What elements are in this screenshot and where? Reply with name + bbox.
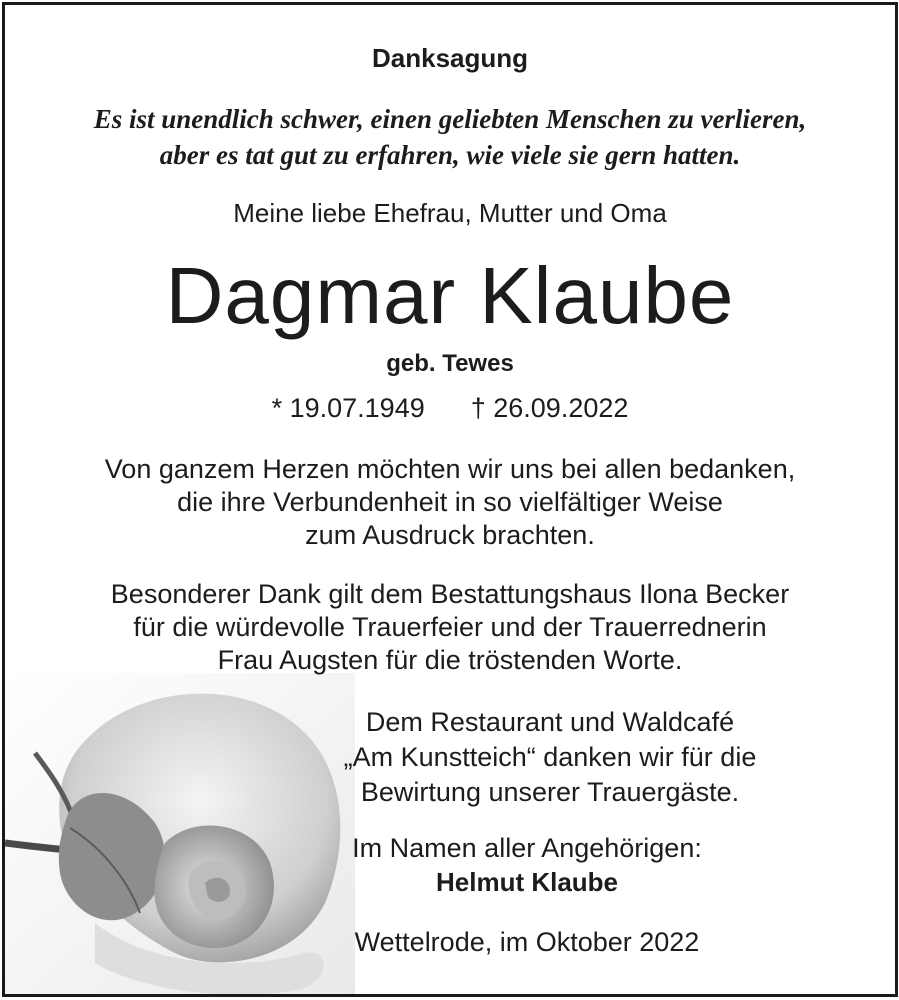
life-dates [5,391,895,425]
paragraph-line: zum Ausdruck brachten. [305,520,595,550]
place-date: Wettelrode, im Oktober 2022 [354,927,700,957]
maiden-name: geb. Tewes [386,350,514,377]
paragraph-line: die ihre Verbundenheit in so vielfältiger Weise [177,487,723,517]
special-thanks-paragraph [5,578,895,677]
signature-name: Helmut Klaube [435,867,619,897]
paragraph-line: Bewirtung unserer Trauergäste. [360,777,740,807]
obituary-notice [2,2,898,997]
motto [5,101,895,173]
motto-line: aber es tat gut zu erfahren, wie viele sie gern hatten. [159,140,741,170]
paragraph-line: Von ganzem Herzen möchten wir uns bei allen bedanken, [104,454,796,484]
paragraph-line: Dem Restaurant und Waldcafé [365,707,735,737]
paragraph-line: „Am Kunstteich“ danken wir für die [343,742,757,772]
motto-line: Es ist unendlich schwer, einen geliebten Menschen zu verlieren, [93,104,807,134]
thanks-paragraph [5,453,895,552]
intro-text: Meine liebe Ehefrau, Mutter und Oma [233,198,667,228]
paragraph-line: Besonderer Dank gilt dem Bestattungshaus Ilona Becker [110,579,790,609]
paragraph-line: für die würdevolle Trauerfeier und der Trauerrednerin [133,612,767,642]
restaurant-thanks-paragraph [270,705,830,810]
birth-date: * 19.07.1949 [271,393,425,423]
notice-title: Danksagung [371,43,529,73]
signature-intro: Im Namen aller Angehörigen: [352,833,702,863]
paragraph-line: Frau Augsten für die tröstenden Worte. [217,645,683,675]
death-date: † 26.09.2022 [470,393,629,423]
deceased-name: Dagmar Klaube [165,251,735,340]
